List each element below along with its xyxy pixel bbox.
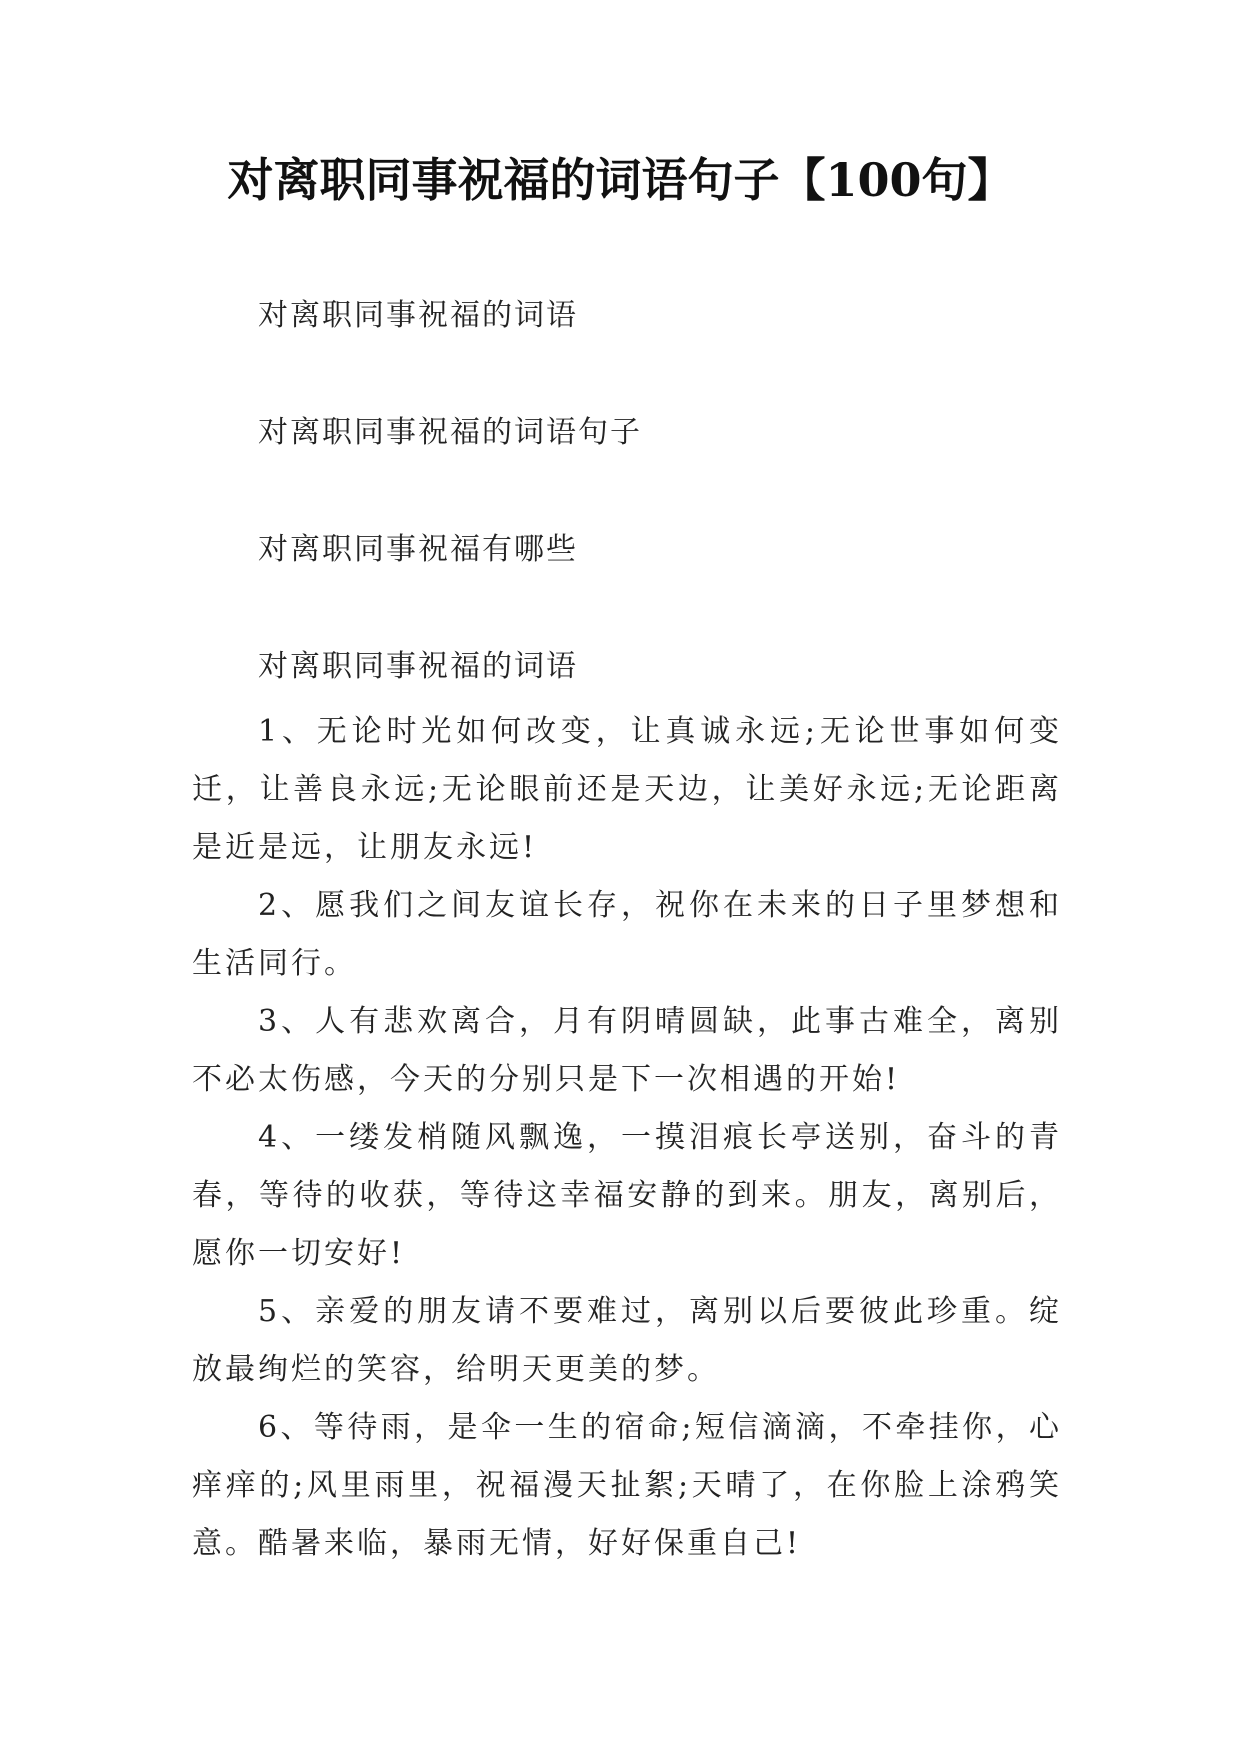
paragraph-5: 5、亲爱的朋友请不要难过，离别以后要彼此珍重。绽放最绚烂的笑容，给明天更美的梦。: [192, 1294, 1062, 1387]
toc-item-3: 对离职同事祝福有哪些: [258, 532, 578, 567]
body-text: [192, 703, 1062, 1573]
section-heading: 对离职同事祝福的词语: [258, 649, 578, 684]
toc-item-1: 对离职同事祝福的词语: [258, 298, 578, 333]
paragraph-2: 2、愿我们之间友谊长存，祝你在未来的日子里梦想和生活同行。: [192, 888, 1062, 981]
paragraph-1: 1、无论时光如何改变，让真诚永远;无论世事如何变迁，让善良永远;无论眼前还是天边，让美好永远;无论距离是近是远，让朋友永远!: [192, 714, 1062, 865]
toc-item-2: 对离职同事祝福的词语句子: [258, 415, 642, 450]
paragraph-6: 6、等待雨，是伞一生的宿命;短信滴滴，不牵挂你，心痒痒的;风里雨里，祝福漫天扯絮;天晴了，在你脸上涂鸦笑意。酷暑来临，暴雨无情，好好保重自己!: [192, 1410, 1062, 1561]
document-title: 对离职同事祝福的词语句子【100句】: [227, 153, 1014, 207]
paragraph-4: 4、一缕发梢随风飘逸，一摸泪痕长亭送别，奋斗的青春，等待的收获，等待这幸福安静的到来。朋友，离别后，愿你一切安好!: [192, 1120, 1062, 1271]
paragraph-3: 3、人有悲欢离合，月有阴晴圆缺，此事古难全，离别不必太伤感，今天的分别只是下一次相遇的开始!: [192, 1004, 1062, 1097]
